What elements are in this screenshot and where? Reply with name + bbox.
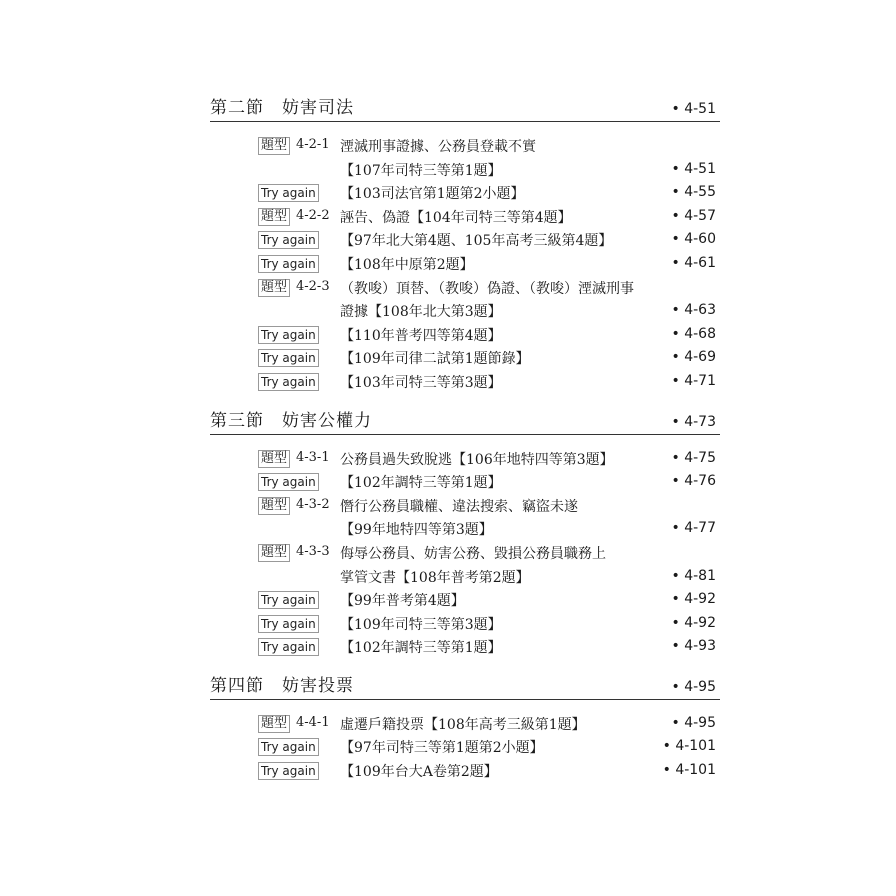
- entry-code: 4-2-3: [296, 278, 330, 294]
- try-again-badge: Try again: [258, 349, 319, 367]
- question-type-badge: 題型: [258, 279, 290, 297]
- toc-entry: [210, 134, 720, 158]
- section-heading: [210, 673, 720, 700]
- entry-page-number: • 4-71: [671, 372, 716, 389]
- entry-page-number: • 4-76: [671, 473, 716, 490]
- section-page-number: • 4-51: [671, 101, 716, 117]
- try-again-badge: Try again: [258, 615, 319, 633]
- toc-entry: [210, 205, 720, 229]
- entry-page-number: • 4-60: [671, 231, 716, 248]
- entry-text: 【107年司特三等第1題】: [340, 162, 502, 179]
- toc-entry: [210, 158, 720, 182]
- entry-text: 公務員過失致脫逃【106年地特四等第3題】: [340, 451, 614, 468]
- entry-page-number: • 4-77: [671, 520, 716, 537]
- try-again-badge: Try again: [258, 326, 319, 344]
- toc-entry: [210, 276, 720, 300]
- entry-text: 僭行公務員職權、違法搜索、竊盜未遂: [340, 498, 578, 515]
- entry-text: 【97年北大第4題、105年高考三級第4題】: [340, 233, 613, 250]
- entry-page-number: • 4-75: [671, 449, 716, 466]
- toc-entry: [210, 541, 720, 565]
- toc-entry: [210, 252, 720, 276]
- question-type-badge: 題型: [258, 544, 290, 562]
- try-again-badge: Try again: [258, 591, 319, 609]
- entry-text: 湮滅刑事證據、公務員登載不實: [340, 139, 536, 155]
- entry-code: 4-3-3: [296, 543, 330, 559]
- entry-page-number: • 4-92: [671, 614, 716, 631]
- entry-text: 【109年司特三等第3題】: [340, 616, 502, 633]
- entry-text: （教唆）頂替、（教唆）偽證、（教唆）湮滅刑事: [340, 280, 634, 297]
- try-again-badge: Try again: [258, 373, 319, 391]
- toc-entry: [210, 228, 720, 252]
- entry-code: 4-3-1: [296, 449, 330, 465]
- entry-text: 【97年司特三等第1題第2小題】: [340, 740, 544, 757]
- try-again-badge: Try again: [258, 473, 319, 491]
- toc-entry: [210, 712, 720, 736]
- entry-text: 【110年普考四等第4題】: [340, 327, 502, 344]
- entry-page-number: • 4-63: [671, 302, 716, 319]
- toc-entry: [210, 494, 720, 518]
- section-title: 第四節 妨害投票: [210, 675, 354, 696]
- toc-entry: [210, 759, 720, 783]
- entry-text: 【102年調特三等第1題】: [340, 475, 502, 492]
- entry-text: 侮辱公務員、妨害公務、毀損公務員職務上: [340, 545, 606, 562]
- entry-page-number: • 4-69: [671, 349, 716, 366]
- table-of-contents: [210, 95, 720, 783]
- entry-page-number: • 4-92: [671, 591, 716, 608]
- try-again-badge: Try again: [258, 184, 319, 202]
- try-again-badge: Try again: [258, 762, 319, 780]
- entry-page-number: • 4-51: [671, 160, 716, 177]
- section-title: 第二節 妨害司法: [210, 98, 354, 118]
- entry-page-number: • 4-93: [671, 638, 716, 655]
- section-page-number: • 4-73: [671, 413, 716, 430]
- toc-entry: [210, 323, 720, 347]
- entry-text: 【102年調特三等第1題】: [340, 640, 502, 657]
- entry-text: 虛遷戶籍投票【108年高考三級第1題】: [340, 716, 586, 733]
- entry-code: 4-2-1: [296, 137, 330, 152]
- toc-entry: [210, 735, 720, 759]
- entry-text: 掌管文書【108年普考第2題】: [340, 569, 530, 586]
- toc-entry: [210, 565, 720, 589]
- try-again-badge: Try again: [258, 638, 319, 656]
- toc-entry: [210, 517, 720, 541]
- toc-entry: [210, 588, 720, 612]
- entry-text: 誣告、偽證【104年司特三等第4題】: [340, 209, 572, 226]
- toc-entry: [210, 612, 720, 636]
- entry-page-number: • 4-81: [671, 567, 716, 584]
- toc-entry: [210, 635, 720, 659]
- entry-text: 【103年司特三等第3題】: [340, 374, 502, 391]
- entry-page-number: • 4-101: [662, 738, 716, 755]
- entry-page-number: • 4-55: [671, 184, 716, 201]
- section-heading: [210, 95, 720, 122]
- entry-page-number: • 4-95: [671, 714, 716, 731]
- toc-entry: [210, 346, 720, 370]
- try-again-badge: Try again: [258, 738, 319, 756]
- entry-page-number: • 4-101: [662, 762, 716, 779]
- question-type-badge: 題型: [258, 497, 290, 515]
- toc-entry: [210, 470, 720, 494]
- toc-entry: [210, 447, 720, 471]
- question-type-badge: 題型: [258, 715, 290, 733]
- entry-page-number: • 4-68: [671, 325, 716, 342]
- entry-text: 【99年普考第4題】: [340, 593, 465, 610]
- toc-entry: [210, 370, 720, 394]
- section-heading: [210, 408, 720, 435]
- question-type-badge: 題型: [258, 450, 290, 468]
- try-again-badge: Try again: [258, 255, 319, 273]
- entry-text: 【103司法官第1題第2小題】: [340, 186, 525, 203]
- entry-text: 證據【108年北大第3題】: [340, 304, 502, 321]
- toc-entry: [210, 181, 720, 205]
- entry-code: 4-3-2: [296, 496, 330, 512]
- entry-page-number: • 4-57: [671, 207, 716, 224]
- entry-text: 【109年司律二試第1題節錄】: [340, 351, 530, 368]
- question-type-badge: 題型: [258, 137, 290, 155]
- section-page-number: • 4-95: [671, 678, 716, 695]
- toc-entry: [210, 299, 720, 323]
- entry-text: 【99年地特四等第3題】: [340, 522, 493, 539]
- entry-code: 4-2-2: [296, 207, 330, 223]
- entry-text: 【109年台大A卷第2題】: [340, 764, 498, 781]
- try-again-badge: Try again: [258, 231, 319, 249]
- section-title: 第三節 妨害公權力: [210, 410, 372, 431]
- entry-text: 【108年中原第2題】: [340, 256, 474, 273]
- question-type-badge: 題型: [258, 208, 290, 226]
- entry-code: 4-4-1: [296, 714, 330, 730]
- entry-page-number: • 4-61: [671, 254, 716, 271]
